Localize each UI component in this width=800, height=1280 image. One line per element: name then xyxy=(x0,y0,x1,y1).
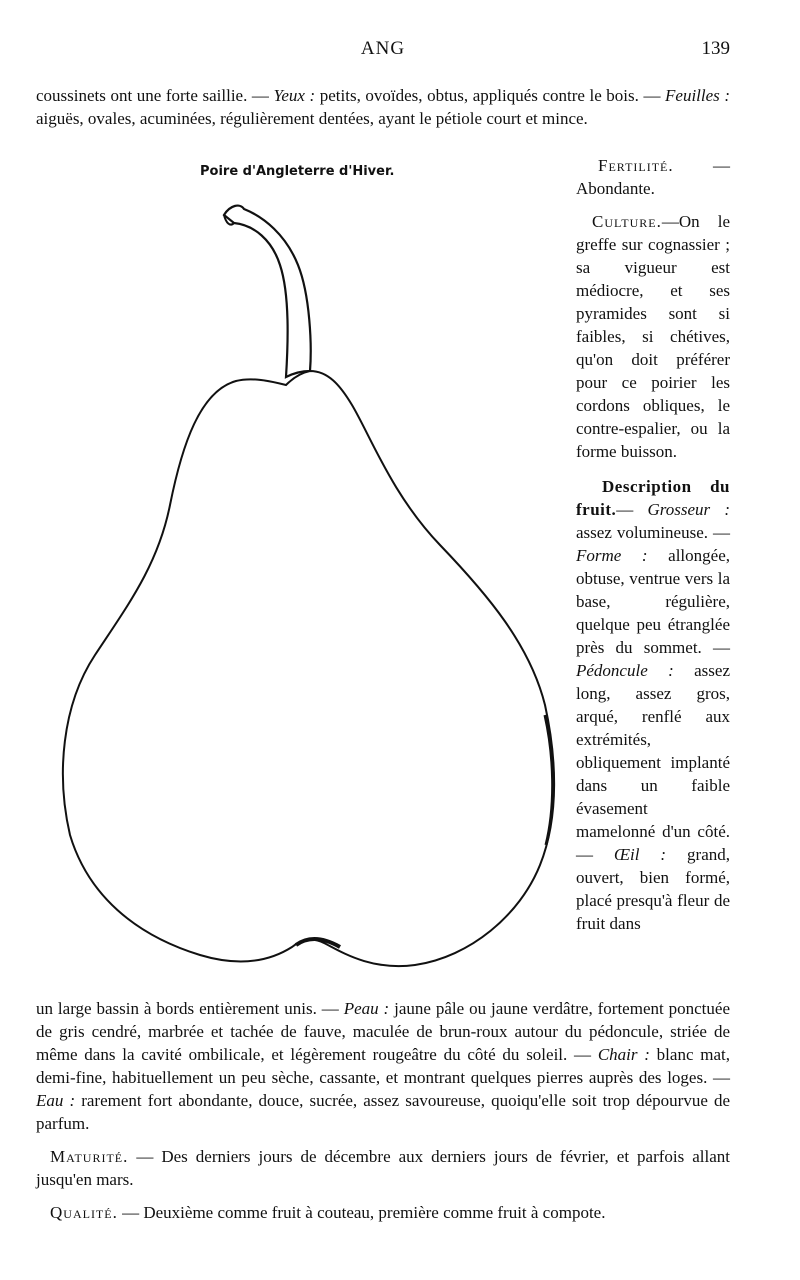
stalk-label: Pédoncule : xyxy=(576,661,674,680)
page-header xyxy=(36,38,730,64)
juice-label: Eau : xyxy=(36,1091,76,1110)
running-head: ANG xyxy=(360,38,406,59)
skin-text: jaune pâle ou jaune verdâtre, fortement ponctuée de gris cendré, marbrée et tachée de fauve, maculée de brun-roux autour du pédoncule, striée de même dans la cavité ombilicale, et légèrement rougeâtre du côté du soleil. — xyxy=(36,999,730,1064)
juice-text: rarement fort abondante, douce, sucrée, assez savoureuse, quoiqu'elle soit trop dépourvue de parfum. xyxy=(36,1091,730,1133)
size-text: assez volumineuse. — xyxy=(576,523,730,542)
culture-label: Culture. xyxy=(592,212,662,231)
stalk-text: assez long, assez gros, arqué, renflé aux extrémités, obliquement implanté dans un faible évasement mamelonné d'un côté. — xyxy=(576,661,730,864)
shape-text: allongée, obtuse, ventrue vers la base, régulière, quelque peu étranglée près du sommet. — xyxy=(576,546,730,657)
eye-label: Œil : xyxy=(613,845,667,864)
eye-text: grand, ouvert, bien formé, placé presqu'à fleur de fruit dans xyxy=(576,845,731,933)
size-label: Grosseur : xyxy=(647,500,730,519)
description-paragraph xyxy=(576,475,730,935)
skin-label: Peau : xyxy=(343,999,390,1018)
fertility-text: — Abondante. xyxy=(576,156,730,198)
maturity-text: — Des derniers jours de décembre aux derniers jours de février, et parfois allant jusqu'en mars. xyxy=(36,1147,730,1189)
culture-text: —On le greffe sur cognassier ; sa vigueur est médiocre, et ses pyramides sont si faibles, si chétives, qu'on doit préférer pour ce poirier les cordons obliques, le contre-espalier, ou la forme buisson. xyxy=(576,212,730,461)
intro-paragraph xyxy=(36,84,730,130)
maturity-paragraph xyxy=(36,1145,730,1191)
description-continuation xyxy=(36,997,730,1135)
body-text xyxy=(36,997,730,1224)
leaves-label: Feuilles : xyxy=(665,86,731,105)
flesh-text: blanc mat, demi-fine, habituellement un peu sèche, cassante, et montrant quelques pierres auprès des loges. — xyxy=(36,1045,730,1087)
page-number: 139 xyxy=(701,38,730,59)
description-heading: Description du fruit. xyxy=(576,477,730,519)
maturity-label: Maturité. xyxy=(50,1147,129,1166)
eyes-label: Yeux : xyxy=(273,86,316,105)
pear-illustration xyxy=(40,195,560,980)
intro-text-2: petits, ovoïdes, obtus, appliqués contre le bois. — xyxy=(315,86,666,105)
intro-text-3: aiguës, ovales, acuminées, régulièrement dentées, ayant le pétiole court et mince. xyxy=(36,109,588,128)
pear-outline xyxy=(63,371,554,966)
size-dash: — xyxy=(616,500,648,519)
quality-paragraph xyxy=(36,1201,730,1224)
pear-stalk xyxy=(224,206,311,377)
continuation-text: un large bassin à bords entièrement unis. — xyxy=(36,999,344,1018)
fertility-paragraph xyxy=(576,154,730,200)
side-column xyxy=(576,154,730,935)
intro-text-1: coussinets ont une forte saillie. — xyxy=(36,86,274,105)
flesh-label: Chair : xyxy=(597,1045,650,1064)
quality-label: Qualité. xyxy=(50,1203,118,1222)
shape-label: Forme : xyxy=(576,546,648,565)
fertility-label: Fertilité. xyxy=(598,156,674,175)
plate-title: Poire d'Angleterre d'Hiver. xyxy=(200,164,395,179)
quality-text: — Deuxième comme fruit à couteau, première comme fruit à compote. xyxy=(117,1203,606,1222)
culture-paragraph xyxy=(576,210,730,463)
